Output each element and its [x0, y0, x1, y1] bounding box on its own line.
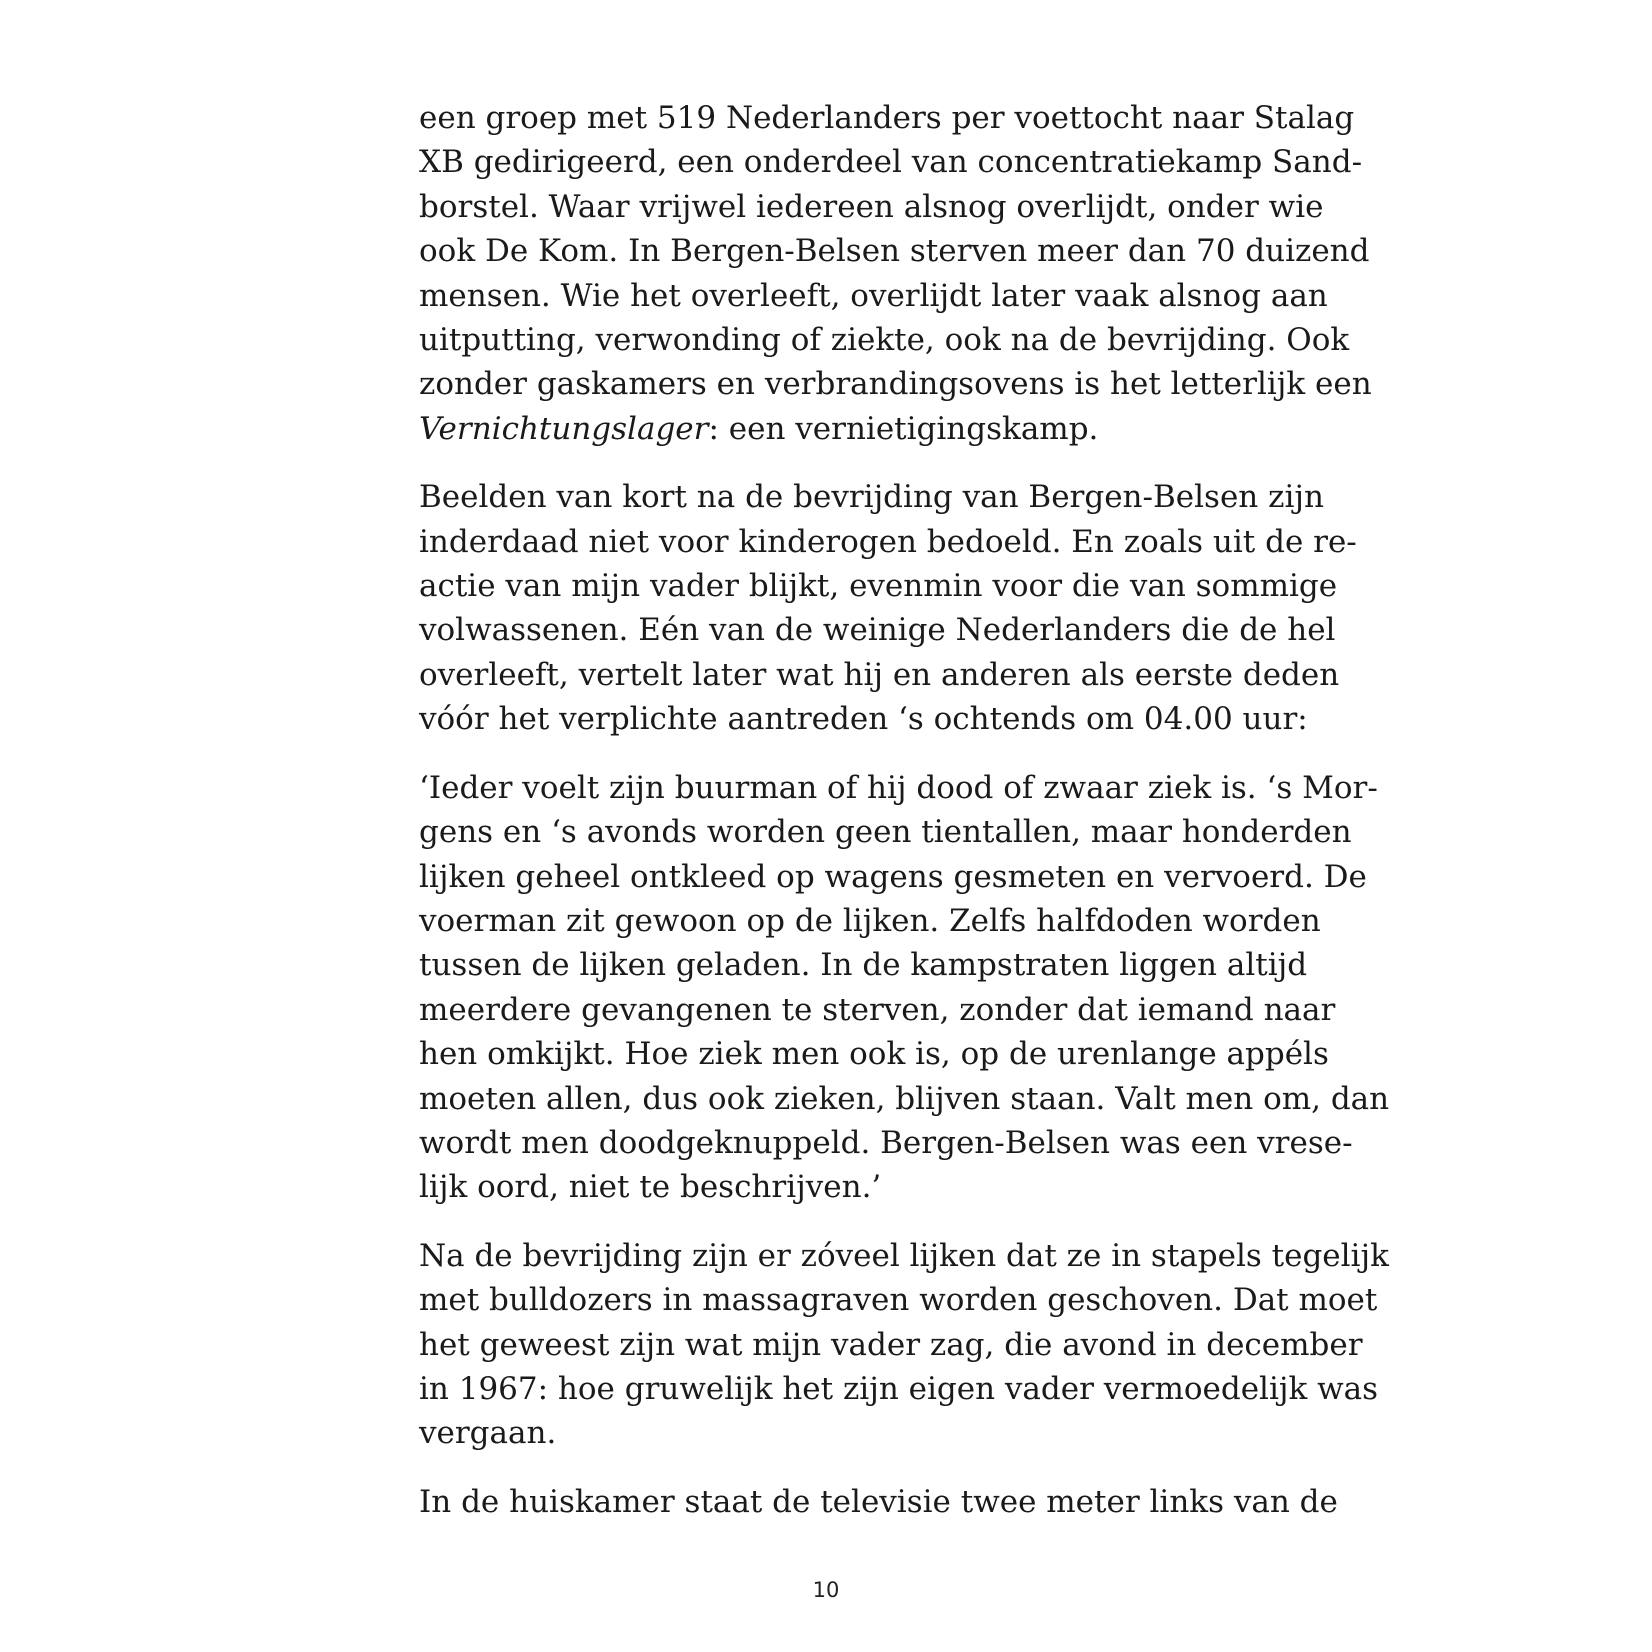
text-line: Beelden van kort na de bevrijding van Bergen-Belsen zijn — [419, 479, 1324, 516]
text-line: vergaan. — [419, 1415, 557, 1452]
text-line: moeten allen, dus ook zieken, blijven staan. Valt men om, dan — [419, 1080, 1390, 1117]
text-line: uitputting, verwonding of ziekte, ook na de bevrijding. Ook — [419, 322, 1350, 359]
quote-paragraph — [419, 766, 1390, 1210]
text-line: hen omkijkt. Hoe ziek men ook is, op de urenlange appéls — [419, 1036, 1329, 1073]
body-text — [419, 96, 1390, 1548]
text-line: het geweest zijn wat mijn vader zag, die avond in december — [419, 1326, 1363, 1363]
text-line: in 1967: hoe gruwelijk het zijn eigen vader vermoedelijk was — [419, 1370, 1379, 1407]
text-line: meerdere gevangenen te sterven, zonder dat iemand naar — [419, 991, 1336, 1028]
text-line: mensen. Wie het overleeft, overlijdt later vaak alsnog aan — [419, 277, 1328, 314]
paragraph-1 — [419, 96, 1372, 451]
text-line: ‘Ieder voelt zijn buurman of hij dood of zwaar ziek is. ‘s Mor- — [419, 769, 1378, 806]
paragraph-2 — [419, 475, 1357, 741]
paragraph-5 — [419, 1480, 1338, 1524]
text-line: met bulldozers in massagraven worden geschoven. Dat moet — [419, 1282, 1378, 1319]
page-number: 10 — [812, 1578, 840, 1602]
text-line: actie van mijn vader blijkt, evenmin voor die van sommige — [419, 568, 1338, 605]
text-line: XB gedirigeerd, een onderdeel van concentratiekamp Sand- — [419, 144, 1363, 181]
text-line: overleeft, vertelt later wat hij en anderen als eerste deden — [419, 656, 1340, 693]
text-line: inderdaad niet voor kinderogen bedoeld. En zoals uit de re- — [419, 523, 1357, 560]
text-line: borstel. Waar vrijwel iedereen alsnog overlijdt, onder wie — [419, 188, 1324, 225]
text-line: wordt men doodgeknuppeld. Bergen-Belsen was een vrese- — [419, 1124, 1353, 1161]
text-line — [419, 407, 1231, 451]
text-line: zonder gaskamers en verbrandingsovens is het letterlijk een — [419, 366, 1372, 403]
text-line: volwassenen. Eén van de weinige Nederlanders die de hel — [419, 612, 1336, 649]
text-line: voerman zit gewoon op de lijken. Zelfs halfdoden worden — [419, 902, 1321, 939]
text-line: tussen de lijken geladen. In de kampstraten liggen altijd — [419, 947, 1308, 984]
text-line: In de huiskamer staat de televisie twee meter links van de — [419, 1483, 1338, 1520]
text-line: een groep met 519 Nederlanders per voettocht naar Stalag — [419, 100, 1355, 136]
italic-term: Vernichtungslager — [419, 410, 709, 447]
paragraph-4 — [419, 1234, 1389, 1456]
text-line: Na de bevrijding zijn er zóveel lijken dat ze in stapels tegelijk — [419, 1237, 1389, 1274]
text-line: ook De Kom. In Bergen-Belsen sterven meer dan 70 duizend — [419, 233, 1370, 270]
text-line: gens en ‘s avonds worden geen tientallen, maar honderden — [419, 814, 1352, 851]
text-line-rest: : een vernietigingskamp. — [708, 410, 1099, 447]
text-line: vóór het verplichte aantreden ‘s ochtends om 04.00 uur: — [419, 701, 1308, 738]
text-line: lijken geheel ontkleed op wagens gesmeten en vervoerd. De — [419, 858, 1367, 895]
text-line: lijk oord, niet te beschrijven.’ — [419, 1169, 882, 1206]
